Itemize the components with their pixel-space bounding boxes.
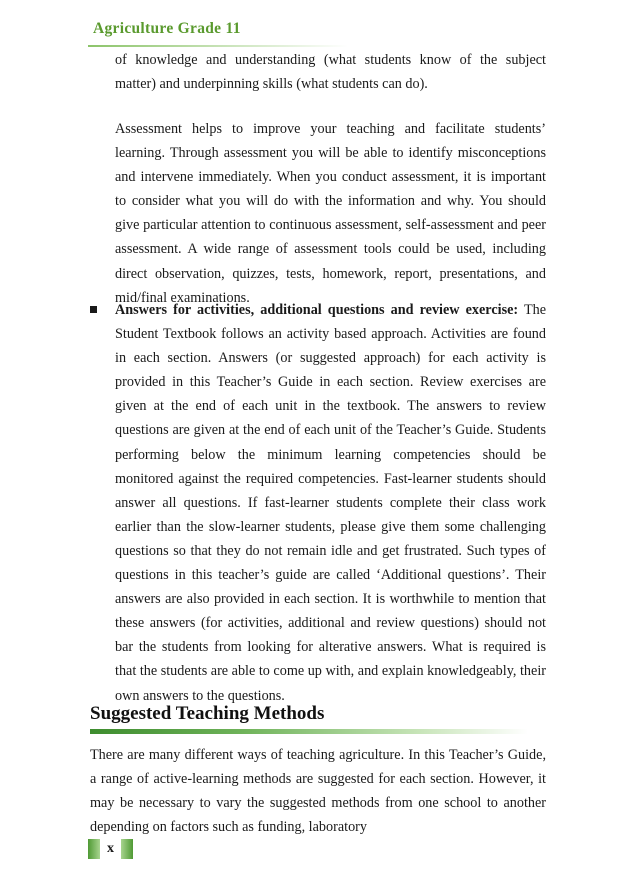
page-number-right-bar — [121, 839, 133, 859]
running-header: Agriculture Grade 11 — [93, 20, 241, 37]
section-title-bar — [90, 729, 528, 734]
page-number: x — [107, 841, 114, 856]
paragraph-teaching-methods: There are many different ways of teaching agriculture. In this Teacher’s Guide, a range of active-learning methods are suggested for each section. However, it may be necessary to vary the suggested methods from one school to another depending on factors such as funding, laboratory — [90, 747, 546, 836]
paragraph-continuation: of knowledge and understanding (what students know of the subject matter) and underpinning skills (what students can do). — [115, 52, 546, 93]
section-title: Suggested Teaching Methods — [90, 703, 325, 724]
square-bullet-icon — [90, 306, 97, 313]
bullet-text: The Student Textbook follows an activity based approach. Activities are found in each section. Answers (or suggested approach) for each activity is provided in this Teacher’s Guide in each section. Review exercises are given at the end of each unit in the textbook. The answers to review questions are given at the end of each unit of the Teacher’s Guide. Students performing below the minimum learning competencies should be monitored against the required competencies. Fast-learner students should answer all questions. If fast-learner students complete their class work earlier than the slow-learner students, please give them some challenging questions so that they do not remain idle and get frustrated. Such types of questions in this teacher’s guide are called ‘Additional questions’. Their answers are also provided in each section. It is worthwhile to mention that these answers (for activities, additional and review questions) should not bar the students from looking for alterative answers. What is required is that the students are able to come up with, and explain knowledgeably, their own answers to the questions. — [115, 302, 546, 704]
page-number-left-bar — [88, 839, 100, 859]
bullet-body — [115, 298, 546, 708]
page-number-box — [88, 839, 133, 859]
paragraph-assessment: Assessment helps to improve your teaching and facilitate students’ learning. Through assessment you will be able to identify misconceptions and intervene immediately. When you conduct assessment, it is important to consider what you will do with the information and why. You should give particular attention to continuous assessment, self-assessment and peer assessment. A wide range of assessment tools could be used, including direct observation, quizzes, tests, homework, report, presentations, and mid/final examinations. — [115, 121, 546, 306]
bullet-item-answers — [90, 298, 546, 708]
bullet-heading: Answers for activities, additional questions and review exercise: — [115, 302, 519, 318]
header-rule — [88, 45, 348, 47]
